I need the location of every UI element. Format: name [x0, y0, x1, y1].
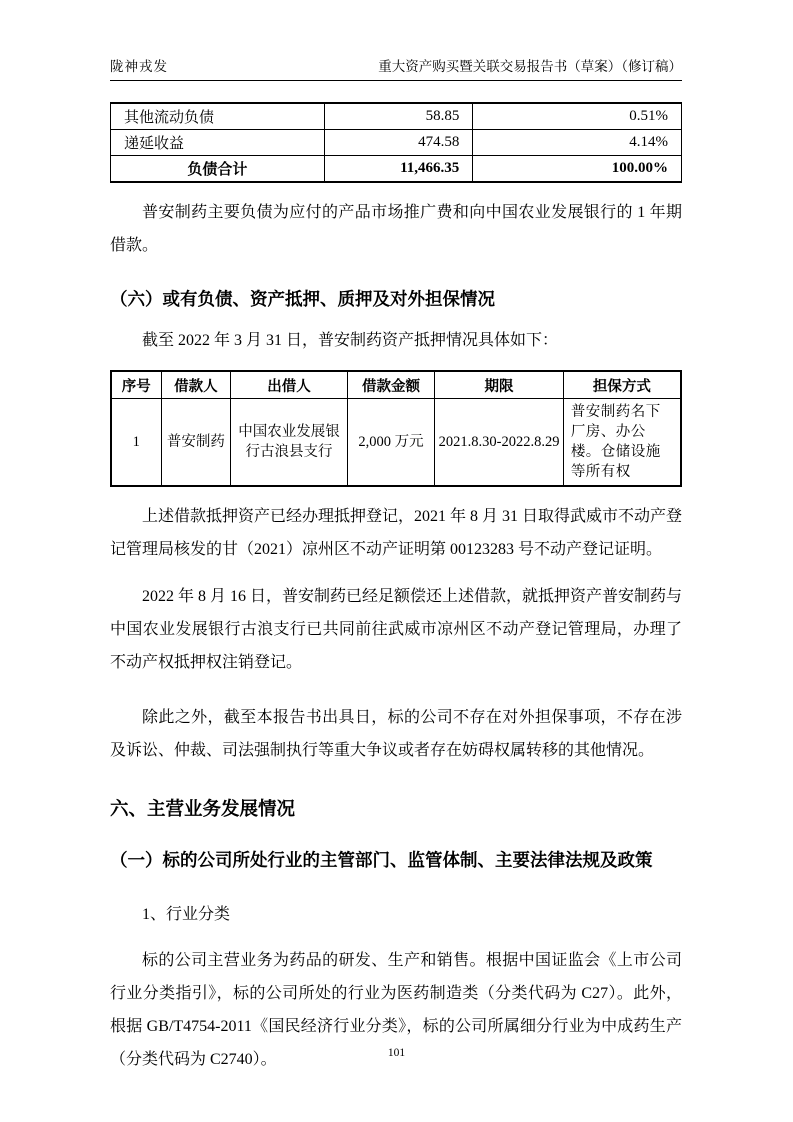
liability-amount: 58.85	[324, 103, 473, 130]
col-header-lender: 出借人	[231, 371, 348, 399]
loan-amount: 2,000 万元	[347, 399, 434, 487]
liability-pct: 0.51%	[473, 103, 682, 130]
loan-no: 1	[111, 399, 161, 487]
liability-total-pct: 100.00%	[473, 156, 682, 183]
liability-total-amount: 11,466.35	[324, 156, 473, 183]
paragraph-pledge-intro: 截至 2022 年 3 月 31 日，普安制药资产抵押情况具体如下：	[142, 332, 559, 349]
heading-section6-contingent: （六）或有负债、资产抵押、质押及对外担保情况	[110, 289, 495, 309]
header-company-name: 陇神戎发	[110, 59, 168, 74]
header-report-title: 重大资产购买暨关联交易报告书（草案）（修订稿）	[378, 59, 682, 74]
loan-pledge-table	[110, 370, 682, 487]
heading-chapter6-business: 六、主营业务发展情况	[110, 798, 296, 819]
col-header-amount: 借款金额	[347, 371, 434, 399]
liability-total-label: 负债合计	[111, 156, 325, 183]
liabilities-table	[110, 102, 682, 183]
table-header-row	[111, 371, 681, 399]
loan-guarantee: 普安制药名下厂房、办公楼。仓储设施等所有权	[563, 399, 681, 487]
liability-pct: 4.14%	[473, 130, 682, 156]
col-header-term: 期限	[435, 371, 564, 399]
liability-name: 其他流动负债	[111, 103, 325, 130]
page-header	[110, 55, 682, 81]
heading-item1-classification: 1、行业分类	[142, 906, 231, 923]
paragraph-mortgage-registration: 上述借款抵押资产已经办理抵押登记，2021 年 8 月 31 日取得武威市不动产登记管理局核发的甘（2021）凉州区不动产证明第 00123283 号不动产登记证明。	[110, 508, 683, 558]
loan-term: 2021.8.30-2022.8.29	[435, 399, 564, 487]
paragraph-main-liabilities: 普安制药主要负债为应付的产品市场推广费和向中国农业发展银行的 1 年期借款。	[110, 204, 682, 254]
loan-lender: 中国农业发展银行古浪县支行	[231, 399, 348, 487]
page-number: 101	[387, 1047, 406, 1059]
loan-borrower: 普安制药	[161, 399, 231, 487]
liability-name: 递延收益	[111, 130, 325, 156]
paragraph-no-guarantee: 除此之外，截至本报告书出具日，标的公司不存在对外担保事项，不存在涉及诉讼、仲裁、司法强制执行等重大争议或者存在妨碍权属转移的其他情况。	[110, 709, 682, 759]
table-row	[111, 103, 682, 130]
table-row	[111, 130, 682, 156]
heading-section1-industry: （一）标的公司所处行业的主管部门、监管体制、主要法律法规及政策	[110, 850, 653, 870]
table-row-total	[111, 156, 682, 183]
col-header-guarantee: 担保方式	[563, 371, 681, 399]
table-row	[111, 399, 681, 487]
document-page	[110, 55, 682, 1076]
paragraph-repayment: 2022 年 8 月 16 日，普安制药已经足额偿还上述借款，就抵押资产普安制药与中国农业发展银行古浪支行已共同前往武威市凉州区不动产登记管理局，办理了不动产权抵押权注销登记。	[110, 588, 683, 671]
col-header-borrower: 借款人	[161, 371, 231, 399]
col-header-no: 序号	[111, 371, 161, 399]
paragraph-industry-classification: 标的公司主营业务为药品的研发、生产和销售。根据中国证监会《上市公司行业分类指引》，标的公司所处的行业为医药制造类（分类代码为 C27）。此外，根据 GB/T4754-2011《国民经济行业分类》，标的公司所属细分行业为中成药生产（分类代码为 C2740）。	[110, 952, 682, 1068]
liability-amount: 474.58	[324, 130, 473, 156]
